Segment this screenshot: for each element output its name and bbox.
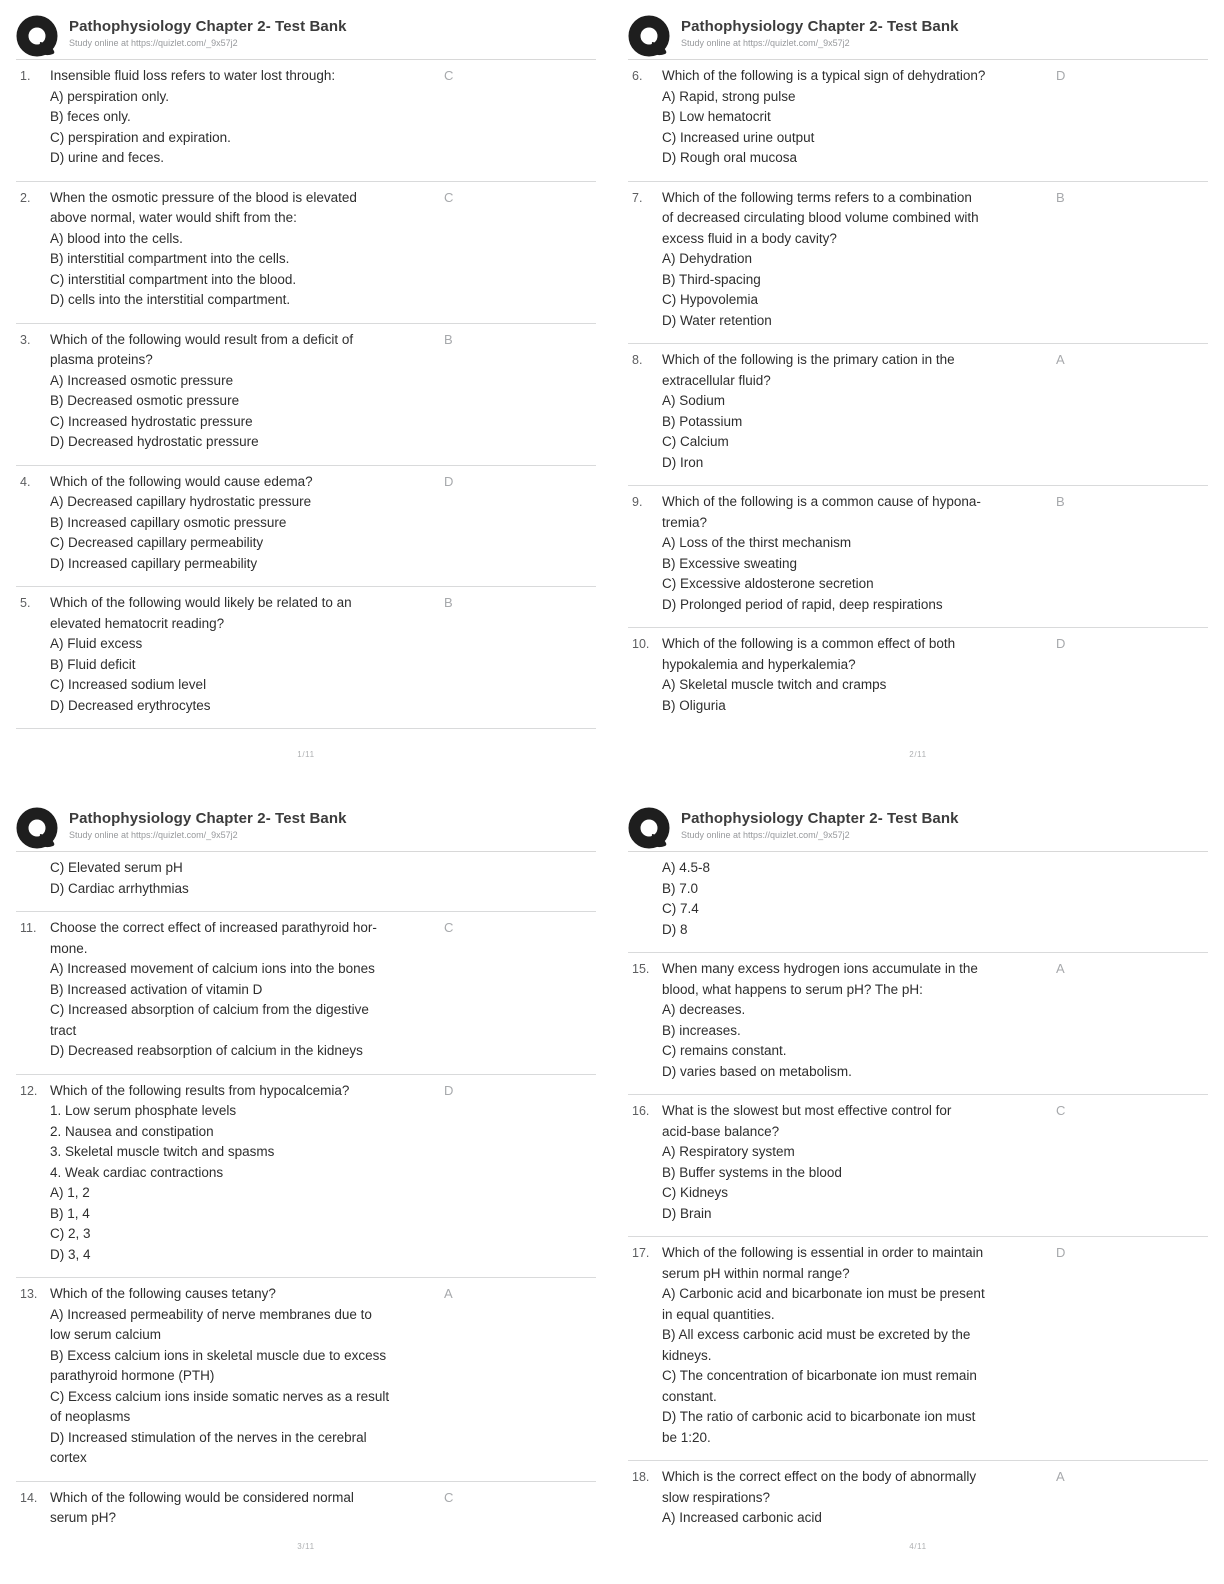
text-line: slow respirations? (662, 1489, 771, 1505)
text-line: When the osmotic pressure of the blood is elevated (50, 189, 357, 205)
option-line: C) Elevated serum pH (50, 860, 183, 875)
page-number: 3/11 (297, 1542, 315, 1551)
question-number: 17. (632, 1246, 650, 1260)
question-list (628, 852, 1208, 1541)
question-block (628, 182, 1208, 345)
page-title: Pathophysiology Chapter 2- Test Bank (69, 18, 347, 35)
question-block (16, 466, 596, 588)
option-line: B) All excess carbonic acid must be excreted by the (662, 1327, 971, 1342)
header-titles (69, 806, 347, 840)
option-line: C) interstitial compartment into the blood. (50, 271, 297, 287)
text-line: excess fluid in a body cavity? (662, 230, 837, 246)
option-line: D) Prolonged period of rapid, deep respirations (662, 596, 943, 612)
option-line: C) Calcium (662, 434, 729, 449)
text-line: Which of the following would result from a deficit of (50, 331, 354, 347)
study-online-link[interactable]: Study online at https://quizlet.com/_9x57j2 (69, 830, 238, 840)
option-line: D) Water retention (662, 312, 772, 328)
question-text (662, 66, 1055, 169)
page-number: 1/11 (297, 750, 315, 759)
option-line: C) Increased hydrostatic pressure (50, 413, 253, 429)
question-number: 8. (632, 353, 643, 367)
option-line: C) perspiration and expiration. (50, 129, 231, 145)
option-line: B) Decreased osmotic pressure (50, 393, 240, 408)
option-line: D) urine and feces. (50, 150, 165, 165)
text-line: Insensible fluid loss refers to water lost through: (50, 68, 336, 83)
question-text (662, 188, 1055, 332)
option-line: B) Excessive sweating (662, 555, 798, 571)
option-line: D) Decreased erythrocytes (50, 697, 211, 713)
option-line: C) Excessive aldosterone secretion (662, 576, 874, 591)
text-line: tract (50, 1022, 77, 1038)
text-line: extracellular fluid? (662, 372, 771, 388)
text-line: low serum calcium (50, 1327, 162, 1342)
text-line: Which of the following is a common effect of both (662, 636, 956, 651)
text-line: 4. Weak cardiac contractions (50, 1164, 224, 1180)
option-line: D) Increased stimulation of the nerves in the cerebral (50, 1429, 367, 1445)
page-title: Pathophysiology Chapter 2- Test Bank (681, 810, 959, 827)
option-line: D) Rough oral mucosa (662, 150, 798, 165)
option-line: A) Increased permeability of nerve membranes due to (50, 1306, 372, 1322)
option-line: A) Loss of the thirst mechanism (662, 535, 852, 550)
test-bank-page (0, 0, 612, 792)
question-block (628, 1461, 1208, 1541)
answer-letter: C (444, 68, 454, 83)
question-block (16, 587, 596, 729)
text-line: Which of the following causes tetany? (50, 1286, 276, 1301)
question-list (16, 60, 596, 729)
text-line: constant. (662, 1388, 717, 1404)
question-text (50, 188, 443, 311)
option-line: B) Third-spacing (662, 271, 761, 287)
option-line: B) feces only. (50, 109, 131, 124)
study-online-link[interactable]: Study online at https://quizlet.com/_9x57j2 (681, 830, 850, 840)
answer-letter: C (444, 920, 454, 935)
option-line: C) Increased urine output (662, 129, 815, 145)
option-line: A) Decreased capillary hydrostatic pressure (50, 494, 312, 509)
question-block (628, 60, 1208, 182)
question-text (50, 918, 443, 1062)
option-line: B) Oliguria (662, 697, 726, 713)
answer-letter: A (1056, 352, 1065, 367)
option-line: A) Increased carbonic acid (662, 1510, 822, 1525)
option-line: D) Increased capillary permeability (50, 555, 258, 571)
quizlet-logo-icon (16, 15, 60, 59)
page-number: 4/11 (909, 1542, 927, 1551)
answer-letter: D (1056, 1245, 1066, 1260)
text-line: Which of the following is essential in order to maintain (662, 1245, 984, 1260)
quizlet-logo-icon (628, 15, 672, 59)
text-line: blood, what happens to serum pH? The pH: (662, 981, 923, 997)
text-line: Which of the following is the primary cation in the (662, 352, 955, 367)
option-line: C) Hypovolemia (662, 292, 759, 307)
answer-letter (1055, 858, 1208, 940)
option-line: A) 1, 2 (50, 1185, 90, 1200)
question-block (16, 324, 596, 466)
option-line: C) The concentration of bicarbonate ion must remain (662, 1368, 977, 1383)
option-line: A) Fluid excess (50, 636, 143, 651)
question-list (16, 852, 596, 1541)
option-line: A) Respiratory system (662, 1144, 795, 1159)
text-line: What is the slowest but most effective control for (662, 1103, 952, 1118)
study-online-link[interactable]: Study online at https://quizlet.com/_9x57j2 (69, 38, 238, 48)
question-text (50, 858, 443, 899)
text-line: 3. Skeletal muscle twitch and spasms (50, 1144, 275, 1159)
text-line: 1. Low serum phosphate levels (50, 1103, 237, 1118)
question-block (16, 1482, 596, 1541)
answer-letter: A (1056, 1469, 1065, 1484)
page-header (628, 14, 1208, 60)
option-line: B) Fluid deficit (50, 656, 136, 672)
question-block (628, 1095, 1208, 1237)
question-text (50, 593, 443, 716)
option-line: C) Decreased capillary permeability (50, 535, 264, 550)
option-line: D) varies based on metabolism. (662, 1063, 852, 1079)
option-line: A) Rapid, strong pulse (662, 88, 796, 104)
question-number: 2. (20, 190, 31, 205)
page-title: Pathophysiology Chapter 2- Test Bank (69, 810, 347, 827)
question-block (628, 953, 1208, 1095)
answer-letter: C (1056, 1103, 1066, 1118)
option-line: C) 7.4 (662, 901, 699, 916)
question-block (628, 628, 1208, 728)
question-text (662, 858, 1055, 940)
option-line: D) The ratio of carbonic acid to bicarbonate ion must (662, 1409, 976, 1424)
option-line: A) Dehydration (662, 251, 753, 266)
quizlet-logo-icon (628, 807, 672, 851)
page-header (628, 806, 1208, 852)
test-bank-page (612, 0, 1224, 792)
question-number: 9. (632, 495, 643, 509)
question-number: 13. (20, 1287, 38, 1301)
option-line: C) 2, 3 (50, 1226, 91, 1241)
question-number: 1. (20, 69, 31, 83)
answer-letter: C (444, 1489, 454, 1505)
text-line: serum pH? (50, 1510, 117, 1525)
text-line: When many excess hydrogen ions accumulate in the (662, 961, 978, 976)
question-list (628, 60, 1208, 728)
option-line: B) Increased capillary osmotic pressure (50, 514, 287, 530)
question-number (632, 858, 662, 940)
text-line: Which of the following would cause edema? (50, 473, 313, 489)
question-text (50, 1284, 443, 1469)
answer-letter: C (444, 189, 454, 205)
option-line: A) Increased osmotic pressure (50, 372, 234, 388)
test-bank-page (612, 792, 1224, 1584)
option-line: C) Kidneys (662, 1185, 729, 1200)
text-line: elevated hematocrit reading? (50, 615, 225, 631)
option-line: A) Increased movement of calcium ions into the bones (50, 961, 375, 976)
question-text (662, 350, 1055, 473)
option-line: D) Cardiac arrhythmias (50, 880, 189, 896)
answer-letter: D (444, 473, 454, 489)
option-line: A) perspiration only. (50, 88, 170, 104)
option-line: A) Skeletal muscle twitch and cramps (662, 677, 887, 692)
option-line: D) Brain (662, 1205, 712, 1221)
question-number: 11. (20, 921, 37, 935)
answer-letter: B (1056, 494, 1065, 509)
question-block (16, 182, 596, 324)
answer-letter: D (1056, 636, 1066, 651)
answer-letter: D (1056, 68, 1066, 83)
option-line: D) Decreased hydrostatic pressure (50, 434, 259, 449)
option-line: B) Excess calcium ions in skeletal muscle due to excess (50, 1347, 387, 1363)
question-number: 6. (632, 69, 643, 83)
question-text (662, 634, 1055, 716)
option-line: D) 3, 4 (50, 1246, 91, 1262)
option-line: B) Increased activation of vitamin D (50, 981, 263, 997)
page-title: Pathophysiology Chapter 2- Test Bank (681, 18, 959, 35)
header-titles (681, 806, 959, 840)
option-line: C) Increased absorption of calcium from the digestive (50, 1002, 369, 1017)
answer-letter (443, 858, 596, 899)
question-number: 7. (632, 190, 643, 205)
question-block (628, 344, 1208, 486)
option-line: B) Low hematocrit (662, 109, 771, 124)
question-text (50, 1488, 443, 1529)
text-line: of neoplasms (50, 1409, 131, 1424)
text-line: kidneys. (662, 1347, 712, 1363)
text-line: acid-base balance? (662, 1123, 780, 1139)
answer-letter: D (444, 1082, 454, 1098)
question-number: 16. (632, 1104, 650, 1118)
question-text (50, 1081, 443, 1266)
question-block (16, 60, 596, 182)
test-bank-page (0, 792, 612, 1584)
question-text (662, 1243, 1055, 1448)
text-line: in equal quantities. (662, 1306, 775, 1322)
option-line: B) interstitial compartment into the cells. (50, 251, 290, 266)
question-number: 15. (632, 962, 650, 976)
text-line: plasma proteins? (50, 352, 153, 367)
study-online-link[interactable]: Study online at https://quizlet.com/_9x57j2 (681, 38, 850, 48)
answer-letter: A (1056, 961, 1065, 976)
question-number (20, 858, 50, 899)
text-line: mone. (50, 940, 88, 956)
text-line: Which is the correct effect on the body of abnormally (662, 1469, 977, 1484)
text-line: be 1:20. (662, 1429, 711, 1445)
text-line: Which of the following is a common cause of hypona- (662, 494, 981, 509)
question-block (16, 1075, 596, 1279)
text-line: Which of the following terms refers to a combination (662, 189, 972, 205)
option-line: C) Excess calcium ions inside somatic nerves as a result (50, 1388, 390, 1404)
question-text (662, 959, 1055, 1082)
text-line: cortex (50, 1450, 87, 1465)
question-text (662, 1467, 1055, 1529)
option-line: A) Sodium (662, 393, 726, 408)
quizlet-logo-icon (16, 807, 60, 851)
question-block (16, 1278, 596, 1482)
question-number: 14. (20, 1490, 38, 1505)
text-line: Choose the correct effect of increased parathyroid hor- (50, 920, 377, 935)
answer-letter: A (444, 1286, 453, 1301)
option-line: C) Increased sodium level (50, 677, 207, 692)
option-line: D) cells into the interstitial compartment. (50, 292, 291, 307)
question-text (662, 492, 1055, 615)
question-number: 10. (632, 637, 650, 651)
question-number: 5. (20, 596, 31, 610)
text-line: serum pH within normal range? (662, 1265, 850, 1281)
text-line: 2. Nausea and constipation (50, 1123, 214, 1139)
text-line: tremia? (662, 514, 708, 530)
option-line: A) Carbonic acid and bicarbonate ion must be present (662, 1286, 985, 1301)
option-line: B) increases. (662, 1022, 741, 1038)
text-line: above normal, water would shift from the: (50, 210, 297, 225)
option-line: A) decreases. (662, 1002, 746, 1017)
option-line: B) Potassium (662, 413, 743, 429)
option-line: B) Buffer systems in the blood (662, 1164, 842, 1180)
option-line: B) 1, 4 (50, 1205, 90, 1221)
header-titles (681, 14, 959, 48)
option-line: C) remains constant. (662, 1043, 787, 1058)
question-text (662, 1101, 1055, 1224)
answer-letter: B (444, 331, 453, 347)
page-header (16, 14, 596, 60)
text-line: Which of the following would be considered normal (50, 1489, 354, 1505)
option-line: A) blood into the cells. (50, 230, 183, 246)
question-block (16, 912, 596, 1075)
question-block (16, 852, 596, 912)
question-number: 12. (20, 1083, 38, 1098)
question-block (628, 486, 1208, 628)
answer-letter: B (444, 595, 453, 610)
question-text (50, 66, 443, 169)
text-line: parathyroid hormone (PTH) (50, 1368, 215, 1383)
header-titles (69, 14, 347, 48)
option-line: B) 7.0 (662, 880, 699, 896)
question-number: 18. (632, 1470, 650, 1484)
option-line: D) Iron (662, 454, 704, 470)
question-number: 4. (20, 474, 31, 489)
text-line: of decreased circulating blood volume combined with (662, 210, 979, 225)
question-text (50, 472, 443, 575)
question-block (628, 852, 1208, 953)
answer-letter: B (1056, 189, 1065, 205)
option-line: D) Decreased reabsorption of calcium in the kidneys (50, 1043, 363, 1058)
text-line: hypokalemia and hyperkalemia? (662, 656, 856, 672)
page-number: 2/11 (909, 750, 927, 759)
page-header (16, 806, 596, 852)
question-block (628, 1237, 1208, 1461)
text-line: Which of the following is a typical sign of dehydration? (662, 68, 986, 83)
text-line: Which of the following would likely be related to an (50, 595, 352, 610)
option-line: D) 8 (662, 921, 688, 937)
option-line: A) 4.5-8 (662, 860, 711, 875)
question-text (50, 330, 443, 453)
question-number: 3. (20, 332, 31, 347)
text-line: Which of the following results from hypocalcemia? (50, 1082, 350, 1098)
